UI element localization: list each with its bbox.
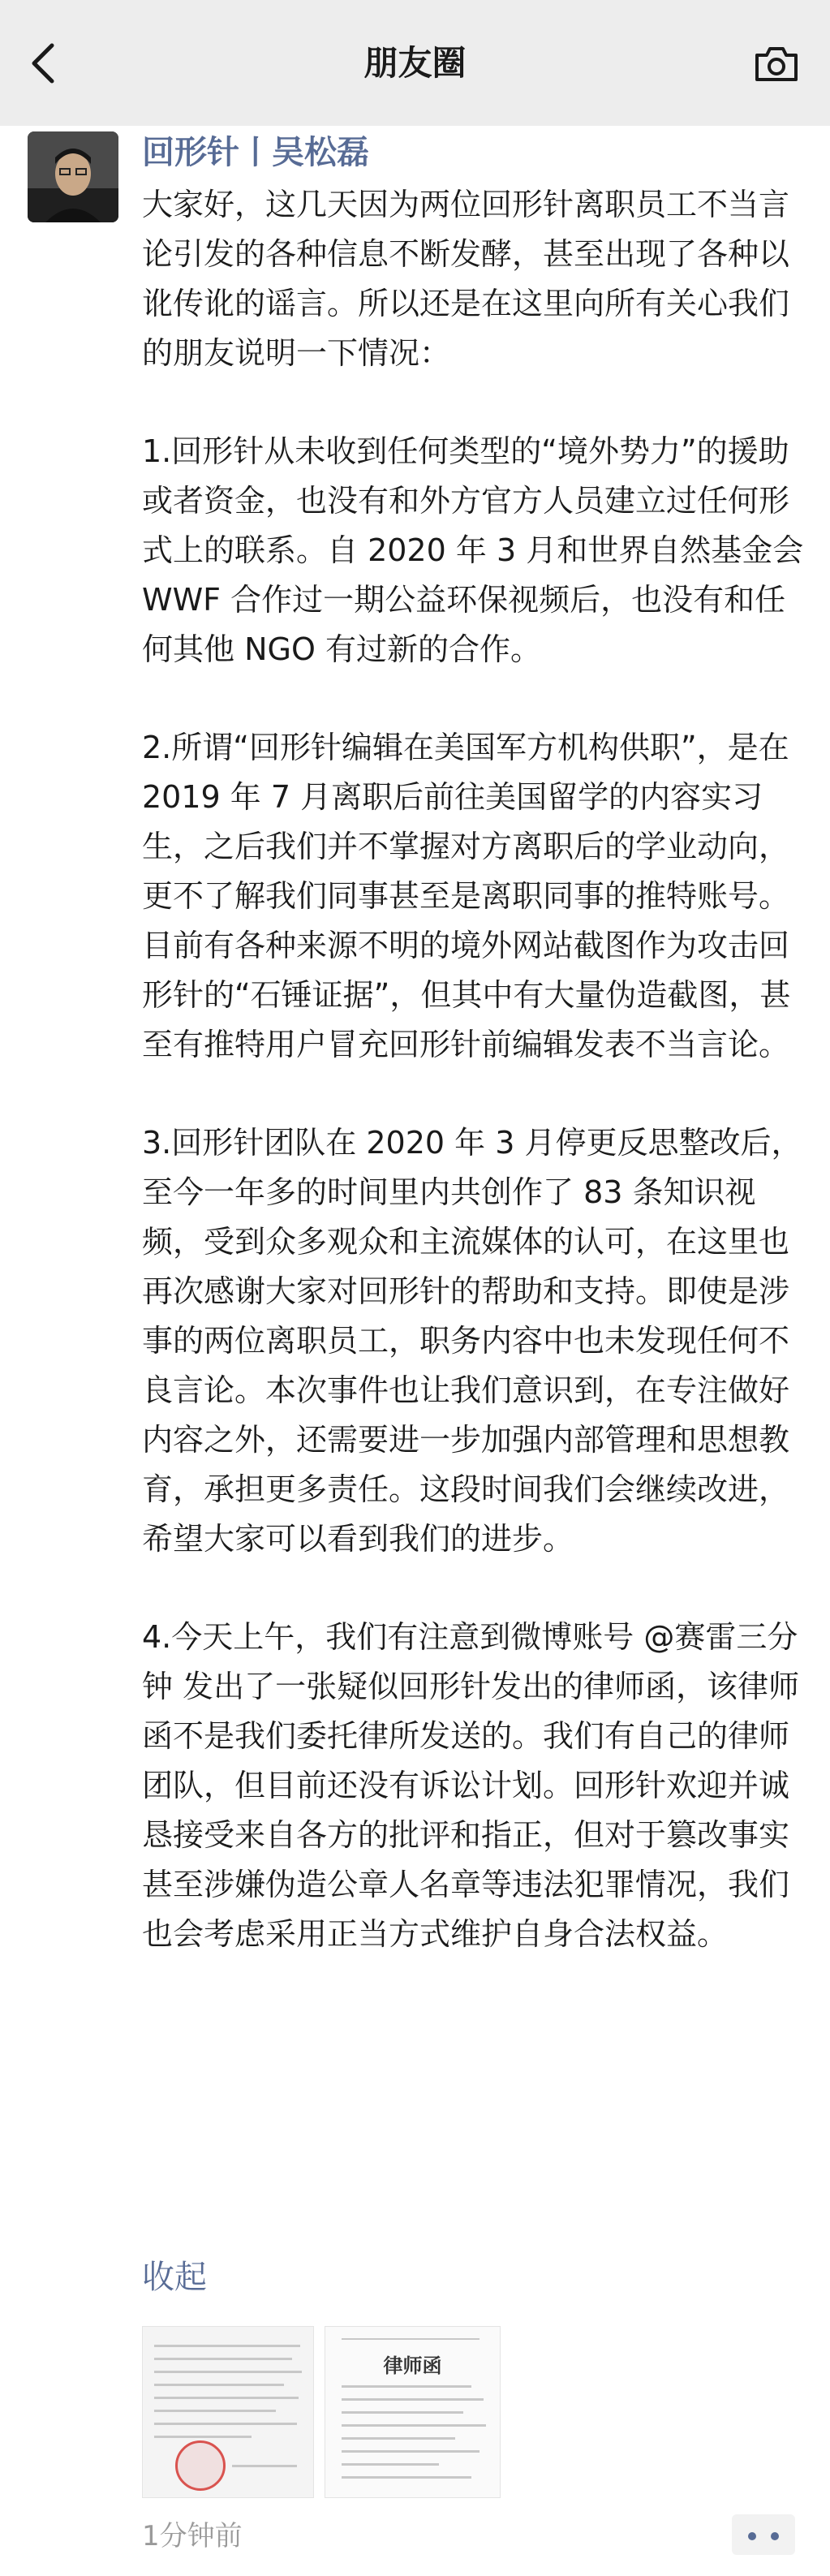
page-title: 朋友圈 xyxy=(363,43,467,83)
ellipsis-icon xyxy=(771,2532,779,2540)
letter-heading: 律师函 xyxy=(383,2354,442,2377)
post-paragraph: 4.今天上午，我们有注意到微博账号 @赛雷三分钟 发出了一张疑似回形针发出的律师函，该律师函不是我们委托律所发送的。我们有自己的律师团队，但目前还没有诉讼计划。回形针欢迎并诚恳接受来自各方的批评和指正，但对于篡改事实甚至涉嫌伪造公章人名章等违法犯罪情况，我们也会考虑采用正当方式维护自身合法权益。 xyxy=(142,1619,800,1952)
post-paragraph: 2.所谓“回形针编辑在美国军方机构供职”，是在 2019 年 7 月离职后前往美国留学的内容实习生，之后我们并不掌握对方离职后的学业动向，更不了解我们同事甚至是离职同事的推特账号。目前有各种来源不明的境外网站截图作为攻击回形针的“石锤证据”，但其中有大量伪造截图，甚至有推特用户冒充回形针前编辑发表不当言论。 xyxy=(142,730,791,1062)
post-text xyxy=(142,180,807,1959)
more-button[interactable] xyxy=(732,2514,795,2555)
post-paragraph: 大家好，这几天因为两位回形针离职员工不当言论引发的各种信息不断发酵，甚至出现了各种以讹传讹的谣言。所以还是在这里向所有关心我们的朋友说明一下情况： xyxy=(142,187,790,371)
ellipsis-icon xyxy=(748,2532,756,2540)
document-photo-1[interactable] xyxy=(142,2326,314,2498)
post-timestamp: 1分钟前 xyxy=(142,2520,243,2552)
post-paragraph: 1.回形针从未收到任何类型的“境外势力”的援助或者资金，也没有和外方官方人员建立过任何形式上的联系。自 2020 年 3 月和世界自然基金会 WWF 合作过一期公益环保视频后，也没有和任何其他 NGO 有过新的合作。 xyxy=(142,433,804,667)
stamp-icon xyxy=(175,2440,226,2491)
avatar[interactable] xyxy=(28,131,118,222)
lawyer-letter-photo[interactable] xyxy=(325,2326,501,2498)
top-nav-bar xyxy=(0,0,830,126)
author-name[interactable]: 回形针丨吴松磊 xyxy=(142,134,369,171)
camera-icon[interactable] xyxy=(752,44,801,84)
collapse-link[interactable]: 收起 xyxy=(142,2259,207,2296)
post-paragraph: 3.回形针团队在 2020 年 3 月停更反思整改后，至今一年多的时间里内共创作了 83 条知识视频，受到众多观众和主流媒体的认可，在这里也再次感谢大家对回形针的帮助和支持。即使是涉事的两位离职员工，职务内容中也未发现任何不良言论。本次事件也让我们意识到，在专注做好内容之外，还需要进一步加强内部管理和思想教育，承担更多责任。这段时间我们会继续改进，希望大家可以看到我们的进步。 xyxy=(142,1125,802,1557)
